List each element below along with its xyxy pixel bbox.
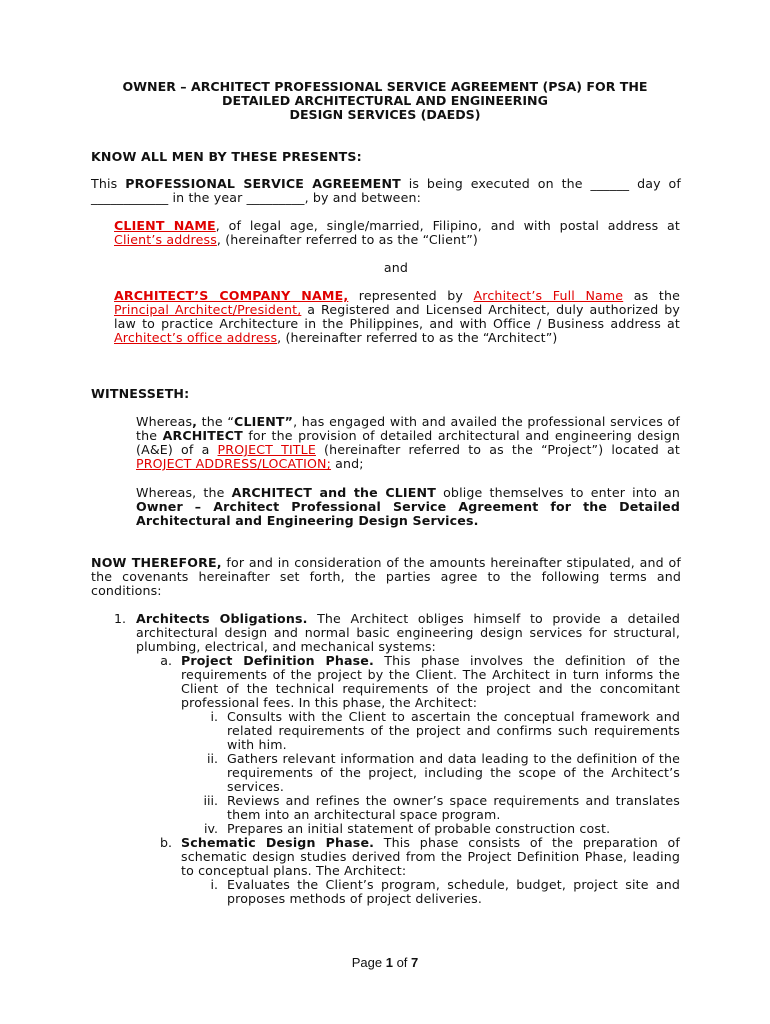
list-marker: a. <box>160 653 172 668</box>
and-separator: and <box>383 260 409 275</box>
list-item: Gathers relevant information and data leading to the definition of the requirements of the project, including the scope of the Architect’s services. <box>227 751 680 794</box>
title-line-3: DESIGN SERVICES (DAEDS) <box>289 107 481 122</box>
obligations-title: Architects Obligations. <box>136 611 308 626</box>
client-name-placeholder: CLIENT NAME <box>114 218 216 233</box>
project-definition-phase-item: Project Definition Phase. This phase involves the definition of the requirements of the project by the Client. The Architect in turn informs the Client of the technical requirements of the project and the concomitant professional fees. In this phase, the Architect: <box>181 653 681 710</box>
list-marker: ii. <box>206 751 218 766</box>
intro-paragraph: This PROFESSIONAL SERVICE AGREEMENT is being executed on the ______ day of ____________ in the year _________, by and between: <box>91 176 681 205</box>
page-footer: Page 1 of 7 <box>351 955 419 970</box>
schematic-design-phase-item: Schematic Design Phase. This phase consists of the preparation of schematic design studies derived from the Project Definition Phase, leading to conceptual plans. The Architect: <box>181 835 680 878</box>
architect-paragraph: ARCHITECT’S COMPANY NAME, represented by Architect’s Full Name as the Principal Architect/President, a Registered and Licensed Architect, duly authorized by law to practice Architecture in the Philippines, and with Office / Business address at Architect’s office address, (hereinafter referred to as the “Architect”) <box>114 288 680 345</box>
document-title <box>85 80 685 122</box>
list-marker: 1. <box>113 611 126 626</box>
witnesseth-heading: WITNESSETH: <box>91 386 190 401</box>
title-line-1: OWNER – ARCHITECT PROFESSIONAL SERVICE AGREEMENT (PSA) FOR THE <box>122 79 648 94</box>
project-title-placeholder: PROJECT TITLE <box>217 442 316 457</box>
project-address-placeholder: PROJECT ADDRESS/LOCATION; <box>136 456 332 471</box>
whereas-paragraph-2: Whereas, the ARCHITECT and the CLIENT oblige themselves to enter into an Owner – Architect Professional Service Agreement for the Detailed Architectural and Engineering Design Services. <box>136 485 680 528</box>
client-address-placeholder: Client’s address <box>114 232 217 247</box>
whereas-paragraph-1: Whereas, the “CLIENT”, has engaged with and availed the professional services of the ARCHITECT for the provision of detailed architectural and engineering design (A&E) of a PROJECT TITLE (hereinafter referred to as the “Project”) located at PROJECT ADDRESS/LOCATION; and; <box>136 414 680 471</box>
list-item: Prepares an initial statement of probable construction cost. <box>227 821 611 836</box>
list-marker: iii. <box>203 793 218 808</box>
list-marker: b. <box>160 835 172 850</box>
now-therefore-paragraph: NOW THEREFORE, for and in consideration of the amounts hereinafter stipulated, and of the covenants hereinafter set forth, the parties agree to the following terms and conditions: <box>91 555 681 598</box>
client-paragraph: CLIENT NAME, of legal age, single/married, Filipino, and with postal address at Client’s address, (hereinafter referred to as the “Client”) <box>114 218 680 247</box>
page-total: 7 <box>411 955 419 970</box>
title-line-2: DETAILED ARCHITECTURAL AND ENGINEERING <box>222 93 548 108</box>
list-item: Reviews and refines the owner’s space requirements and translates them into an architectural space program. <box>227 793 680 822</box>
agreement-name: PROFESSIONAL SERVICE AGREEMENT <box>125 176 401 191</box>
list-marker: i. <box>210 709 218 724</box>
page-number: 1 <box>385 955 393 970</box>
list-item: Consults with the Client to ascertain the conceptual framework and related requirements of the project and confirms such requirements with him. <box>227 709 680 752</box>
list-marker: i. <box>210 877 218 892</box>
list-item: Evaluates the Client’s program, schedule, budget, project site and proposes methods of project deliveries. <box>227 877 680 906</box>
architect-name-placeholder: Architect’s Full Name <box>473 288 624 303</box>
architects-obligations-item: Architects Obligations. The Architect obliges himself to provide a detailed architectural design and normal basic engineering design services for structural, plumbing, electrical, and mechanical systems: <box>136 611 681 654</box>
architect-office-placeholder: Architect’s office address <box>114 330 278 345</box>
architect-position-placeholder: Principal Architect/President, <box>114 302 302 317</box>
list-marker: iv. <box>204 821 218 836</box>
know-all-heading: KNOW ALL MEN BY THESE PRESENTS: <box>91 149 362 164</box>
architect-company-placeholder: ARCHITECT’S COMPANY NAME, <box>114 288 349 303</box>
